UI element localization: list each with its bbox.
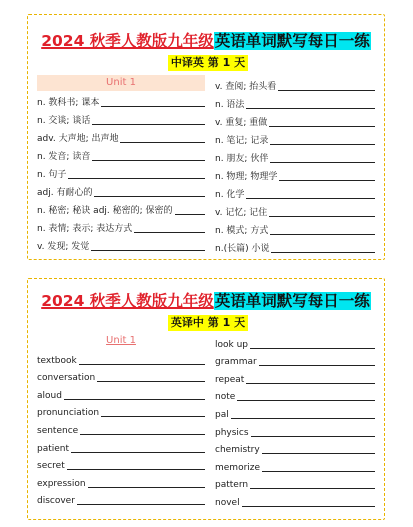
answer-blank[interactable] — [279, 179, 375, 181]
vocab-prompt: adv. 大声地; 出声地 — [37, 134, 119, 144]
vocab-prompt: n. 教科书; 课本 — [37, 98, 100, 108]
vocab-row — [215, 439, 375, 457]
answer-blank[interactable] — [134, 231, 205, 233]
vocab-row — [37, 127, 205, 145]
vocab-row — [37, 384, 205, 402]
vocab-row — [37, 349, 205, 367]
answer-blank[interactable] — [92, 123, 205, 125]
answer-blank[interactable] — [278, 89, 375, 91]
vocab-row — [37, 163, 205, 181]
answer-blank[interactable] — [91, 249, 205, 251]
vocab-prompt: n. 物理; 物理学 — [215, 172, 278, 182]
vocab-prompt: n. 句子 — [37, 170, 67, 180]
vocab-prompt: n. 交谈; 谈话 — [37, 116, 91, 126]
vocab-prompt: v. 发现; 发觉 — [37, 242, 90, 252]
vocab-prompt: physics — [215, 427, 249, 438]
right-column — [215, 333, 375, 509]
vocab-prompt: v. 重复; 重做 — [215, 118, 268, 128]
answer-blank[interactable] — [262, 452, 375, 454]
answer-blank[interactable] — [71, 451, 205, 453]
vocab-prompt: n. 表情; 表示; 表达方式 — [37, 224, 133, 234]
vocab-prompt: sentence — [37, 425, 79, 436]
unit-label: Unit 1 — [106, 335, 136, 346]
answer-blank[interactable] — [79, 363, 205, 365]
answer-blank[interactable] — [68, 177, 205, 179]
vocab-prompt: n. 朋友; 伙伴 — [215, 154, 269, 164]
answer-blank[interactable] — [246, 107, 375, 109]
vocab-prompt: discover — [37, 496, 75, 507]
vocab-prompt: adj. 有耐心的 — [37, 188, 93, 198]
english-to-chinese-card — [27, 278, 385, 520]
vocab-prompt: pronunciation — [37, 408, 100, 419]
answer-blank[interactable] — [271, 251, 375, 253]
answer-blank[interactable] — [88, 486, 205, 488]
vocab-row — [215, 421, 375, 439]
answer-blank[interactable] — [64, 398, 205, 400]
vocab-row — [215, 237, 375, 255]
vocab-row — [215, 75, 375, 93]
vocab-row — [37, 109, 205, 127]
title-practice-text: 英语单词默写每日一练 — [214, 32, 370, 50]
vocab-row — [215, 333, 375, 351]
vocab-row — [37, 235, 205, 253]
vocab-prompt: conversation — [37, 373, 96, 384]
answer-blank[interactable] — [80, 433, 205, 435]
vocab-row — [215, 219, 375, 237]
answer-blank[interactable] — [92, 159, 205, 161]
vocab-row — [37, 472, 205, 490]
answer-blank[interactable] — [120, 141, 205, 143]
vocab-row — [215, 111, 375, 129]
vocab-prompt: v. 记忆; 记住 — [215, 208, 268, 218]
answer-blank[interactable] — [242, 505, 375, 507]
vocab-prompt: n. 语法 — [215, 100, 245, 110]
answer-blank[interactable] — [101, 105, 205, 107]
right-column — [215, 75, 375, 255]
vocab-prompt: textbook — [37, 355, 77, 366]
vocab-row — [37, 455, 205, 473]
vocab-prompt: n. 发音; 读音 — [37, 152, 91, 162]
answer-blank[interactable] — [270, 161, 375, 163]
vocab-prompt: v. 查阅; 抬头看 — [215, 82, 277, 92]
answer-blank[interactable] — [97, 380, 205, 382]
vocab-row — [37, 437, 205, 455]
vocab-row — [37, 490, 205, 508]
vocab-prompt: n.(长篇) 小说 — [215, 244, 270, 254]
answer-blank[interactable] — [231, 417, 375, 419]
vocab-row — [215, 147, 375, 165]
title-grade-text: 2024 秋季人教版九年级 — [41, 292, 214, 310]
vocab-prompt: n. 化学 — [215, 190, 245, 200]
vocab-prompt: memorize — [215, 462, 261, 473]
answer-blank[interactable] — [270, 233, 375, 235]
card-title — [28, 29, 384, 51]
vocab-row — [37, 91, 205, 109]
vocab-row — [215, 491, 375, 509]
answer-blank[interactable] — [246, 382, 375, 384]
vocab-row — [37, 217, 205, 235]
vocab-row — [215, 351, 375, 369]
card-title — [28, 289, 384, 311]
vocab-prompt: expression — [37, 478, 86, 489]
answer-blank[interactable] — [101, 415, 205, 417]
vocab-prompt: note — [215, 392, 236, 403]
vocab-prompt: grammar — [215, 357, 257, 368]
title-grade-text: 2024 秋季人教版九年级 — [41, 32, 214, 50]
answer-blank[interactable] — [250, 347, 375, 349]
vocab-prompt: secret — [37, 461, 65, 472]
vocab-row — [37, 367, 205, 385]
answer-blank[interactable] — [77, 503, 205, 505]
answer-blank[interactable] — [246, 197, 375, 199]
vocab-prompt: n. 秘密; 秘诀 adj. 秘密的; 保密的 — [37, 206, 173, 216]
day-subtitle: 英译中 第 1 天 — [168, 315, 248, 331]
day-subtitle: 中译英 第 1 天 — [168, 55, 248, 71]
vocab-row — [37, 402, 205, 420]
vocab-row — [215, 183, 375, 201]
vocab-prompt: pal — [215, 409, 229, 420]
chinese-to-english-card — [27, 14, 385, 260]
vocab-prompt: aloud — [37, 390, 62, 401]
vocab-row — [37, 419, 205, 437]
vocab-row — [215, 386, 375, 404]
answer-blank[interactable] — [67, 468, 205, 470]
vocab-prompt: novel — [215, 497, 240, 508]
answer-blank[interactable] — [237, 399, 375, 401]
vocab-prompt: repeat — [215, 374, 245, 385]
vocab-prompt: patient — [37, 443, 70, 454]
vocab-row — [215, 403, 375, 421]
answer-blank[interactable] — [270, 143, 375, 145]
vocab-prompt: look up — [215, 339, 249, 350]
vocab-row — [37, 181, 205, 199]
answer-blank[interactable] — [250, 487, 375, 489]
vocab-row — [215, 93, 375, 111]
left-column — [37, 75, 205, 253]
vocab-prompt: n. 模式; 方式 — [215, 226, 269, 236]
vocab-prompt: pattern — [215, 480, 249, 491]
vocab-row — [215, 474, 375, 492]
vocab-prompt: n. 笔记; 记录 — [215, 136, 269, 146]
vocab-row — [37, 145, 205, 163]
answer-blank[interactable] — [269, 125, 375, 127]
answer-blank[interactable] — [175, 213, 205, 215]
title-practice-text: 英语单词默写每日一练 — [214, 292, 370, 310]
vocab-row — [215, 165, 375, 183]
vocab-row — [215, 368, 375, 386]
vocab-row — [37, 199, 205, 217]
unit-label: Unit 1 — [37, 75, 205, 91]
answer-blank[interactable] — [269, 215, 375, 217]
vocab-row — [215, 201, 375, 219]
left-column — [37, 333, 205, 507]
answer-blank[interactable] — [259, 364, 375, 366]
vocab-row — [215, 456, 375, 474]
answer-blank[interactable] — [262, 470, 375, 472]
answer-blank[interactable] — [251, 435, 375, 437]
vocab-row — [215, 129, 375, 147]
vocab-prompt: chemistry — [215, 445, 260, 456]
answer-blank[interactable] — [94, 195, 205, 197]
